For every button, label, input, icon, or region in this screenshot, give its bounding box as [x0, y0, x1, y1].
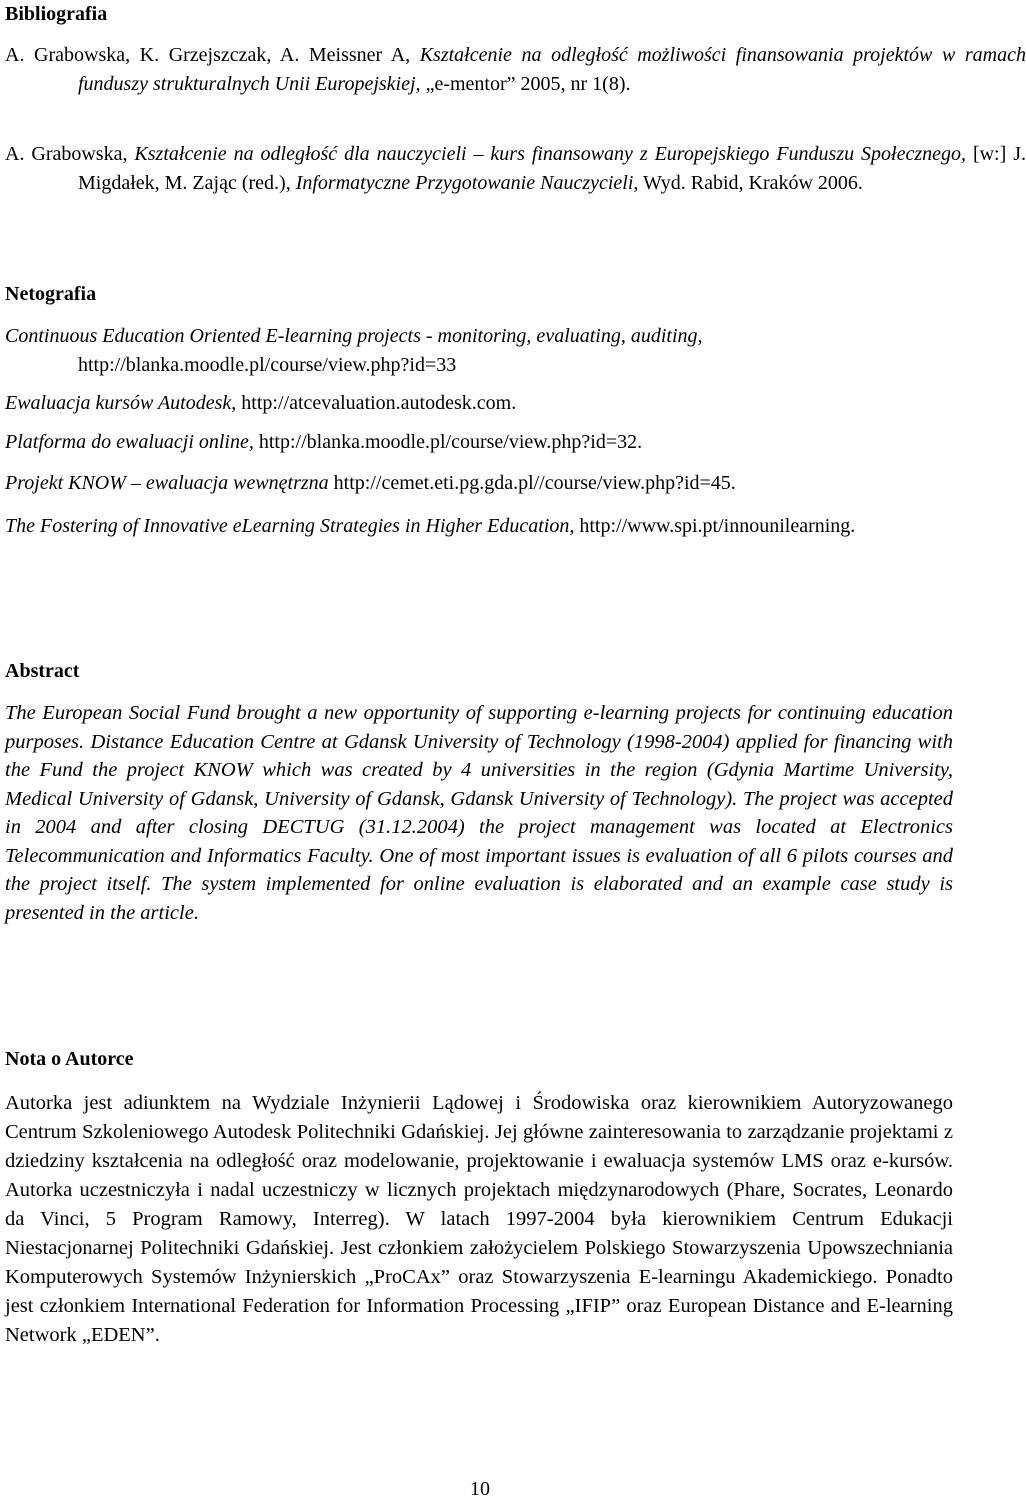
- net-title: The Fostering of Innovative eLearning Strategies in Higher Education,: [5, 515, 575, 537]
- net-title: Ewaluacja kursów Autodesk,: [5, 392, 237, 414]
- bibliography-heading: Bibliografia: [5, 3, 108, 25]
- netography-entry: [5, 428, 1026, 457]
- author-note-text: Autorka jest adiunktem na Wydziale Inżynierii Lądowej i Środowiska oraz kierownikiem Autoryzowanego Centrum Szkoleniowego Autodesk Politechniki Gdańskiej. Jej główne zainteresowania to zarządzanie projektami z dziedziny kształcenia na odległość oraz modelowanie, projektowanie i ewaluacja systemów LMS oraz e-kursów. Autorka uczestniczyła i nadal uczestniczy w licznych projektach międzynarodowych (Phare, Socrates, Leonardo da Vinci, 5 Program Ramowy, Interreg). W latach 1997-2004 była kierownikiem Centrum Edukacji Niestacjonarnej Politechniki Gdańskiej. Jest członkiem założycielem Polskiego Stowarzyszenia Upowszechniania Komputerowych Systemów Inżynierskich „ProCAx” oraz Stowarzyszenia E-learningu Akademickiego. Ponadto jest członkiem International Federation for Information Processing „IFIP” oraz European Distance and E-learning Network „EDEN”.: [5, 1092, 953, 1346]
- page-number: 10: [470, 1478, 490, 1500]
- netography-entry: [5, 512, 1026, 541]
- entry-source: „e-mentor” 2005, nr 1(8).: [420, 73, 631, 95]
- entry-source: Wyd. Rabid, Kraków 2006.: [638, 172, 863, 194]
- netography-entry: [5, 389, 1026, 418]
- entry-authors: A. Grabowska, K. Grzejszczak, A. Meissner A,: [5, 44, 420, 66]
- abstract-text: The European Social Fund brought a new opportunity of supporting e-learning projects for continuing education purposes. Distance Education Centre at Gdansk University of Technology (1998-2004) applied for financing with the Fund the project KNOW which was created by 4 universities in the region (Gdynia Martime University, Medical University of Gdansk, University of Gdansk, Gdansk University of Technology). The project was accepted in 2004 and after closing DECTUG (31.12.2004) the project management was located at Electronics Telecommunication and Informatics Faculty. One of most important issues is evaluation of all 6 pilots courses and the project itself. The system implemented for online evaluation is elaborated and an example case study is presented in the article.: [5, 702, 953, 924]
- net-title: Projekt KNOW – ewaluacja wewnętrzna: [5, 472, 329, 494]
- entry-book-title: Informatyczne Przygotowanie Nauczycieli,: [295, 172, 639, 194]
- netography-entry: [5, 322, 1026, 380]
- author-note-heading: Nota o Autorce: [5, 1048, 134, 1070]
- net-url[interactable]: http://www.spi.pt/innounilearning.: [574, 515, 856, 537]
- net-url[interactable]: http://blanka.moodle.pl/course/view.php?id=32.: [253, 431, 643, 453]
- bibliography-entry: [5, 140, 1026, 198]
- netography-entry: [5, 469, 1026, 498]
- net-url[interactable]: http://atcevaluation.autodesk.com.: [236, 392, 517, 414]
- netography-heading: Netografia: [5, 283, 97, 305]
- entry-editors: [w:] J. Migdałek, M. Zając (red.),: [78, 143, 1026, 194]
- entry-authors: A. Grabowska,: [5, 143, 135, 165]
- entry-title: Kształcenie na odległość możliwości finansowania projektów w ramach funduszy strukturalnych Unii Europejskiej,: [78, 44, 1026, 95]
- net-url[interactable]: http://blanka.moodle.pl/course/view.php?id=33: [78, 354, 457, 376]
- abstract-heading: Abstract: [5, 660, 80, 682]
- entry-title: Kształcenie na odległość dla nauczycieli – kurs finansowany z Europejskiego Funduszu Społecznego,: [134, 143, 967, 165]
- net-url[interactable]: http://cemet.eti.pg.gda.pl//course/view.php?id=45.: [328, 472, 736, 494]
- bibliography-entry: [5, 41, 1026, 99]
- net-title: Continuous Education Oriented E-learning projects - monitoring, evaluating, auditing,: [5, 325, 703, 347]
- net-title: Platforma do ewaluacji online,: [5, 431, 254, 453]
